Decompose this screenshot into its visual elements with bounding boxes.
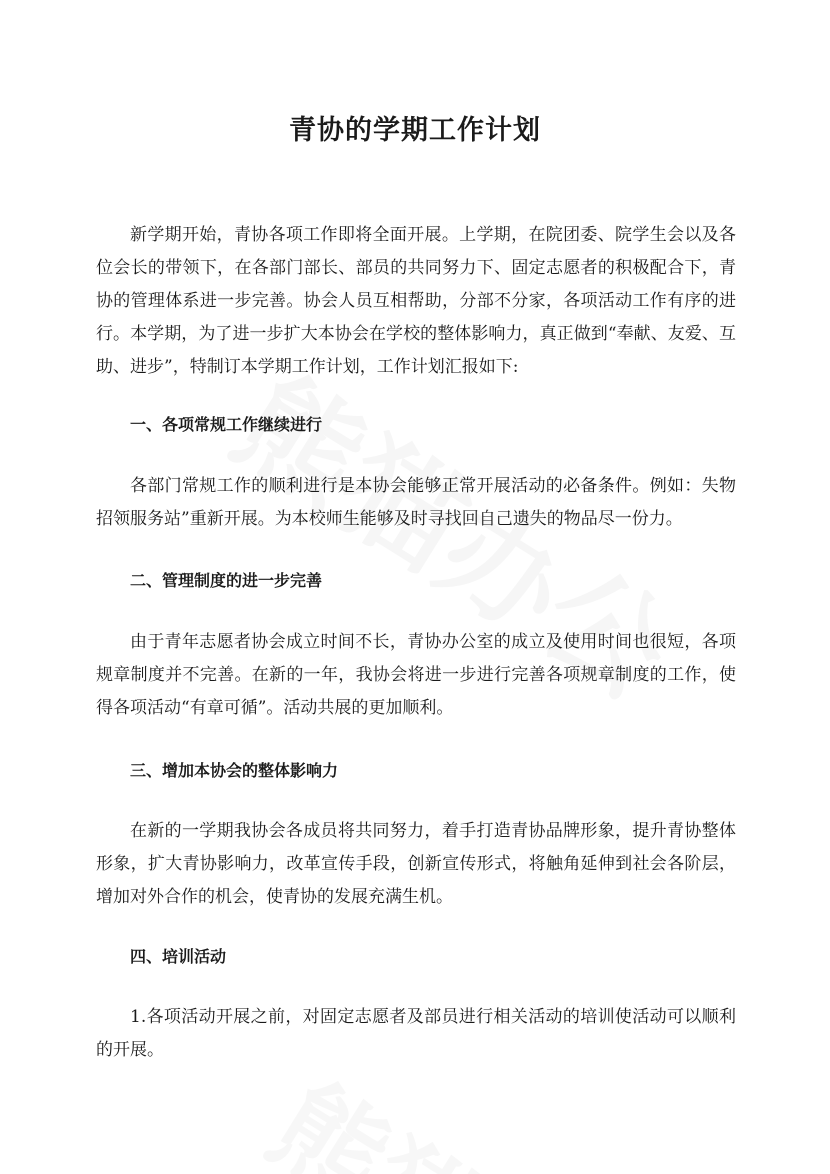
section-heading-2: 二、管理制度的进一步完善	[130, 571, 323, 590]
section-heading-1: 一、各项常规工作继续进行	[130, 415, 323, 434]
section-body-3: 在新的一学期我协会各成员将共同努力，着手打造青协品牌形象，提升青协整体形象，扩大青协影响力，改革宣传手段，创新宣传形式，将触角延伸到社会各阶层，增加对外合作的机会，使青协的发展充满生机。	[96, 821, 736, 907]
section-body-2: 由于青年志愿者协会成立时间不长，青协办公室的成立及使用时间也很短，各项规章制度并不完善。在新的一年，我协会将进一步进行完善各项规章制度的工作，使得各项活动“有章可循”。活动共展的更加顺利。	[96, 632, 736, 718]
document-title: 青协的学期工作计划	[289, 115, 541, 146]
intro-paragraph: 新学期开始，青协各项工作即将全面开展。上学期，在院团委、院学生会以及各位会长的带领下，在各部门部长、部员的共同努力下、固定志愿者的积极配合下，青协的管理体系进一步完善。协会人员互相帮助，分部不分家，各项活动工作有序的进行。本学期，为了进一步扩大本协会在学校的整体影响力，真正做到“奉献、友爱、互助、进步”，特制订本学期工作计划，工作计划汇报如下:	[96, 225, 736, 377]
section-body-4: 1.各项活动开展之前，对固定志愿者及部员进行相关活动的培训使活动可以顺利的开展。	[96, 1007, 736, 1060]
section-heading-4: 四、培训活动	[130, 947, 227, 966]
section-heading-3: 三、增加本协会的整体影响力	[130, 761, 339, 780]
section-body-1: 各部门常规工作的顺利进行是本协会能够正常开展活动的必备条件。例如：失物招领服务站”重新开展。为本校师生能够及时寻找回自己遗失的物品尽一份力。	[96, 476, 736, 529]
